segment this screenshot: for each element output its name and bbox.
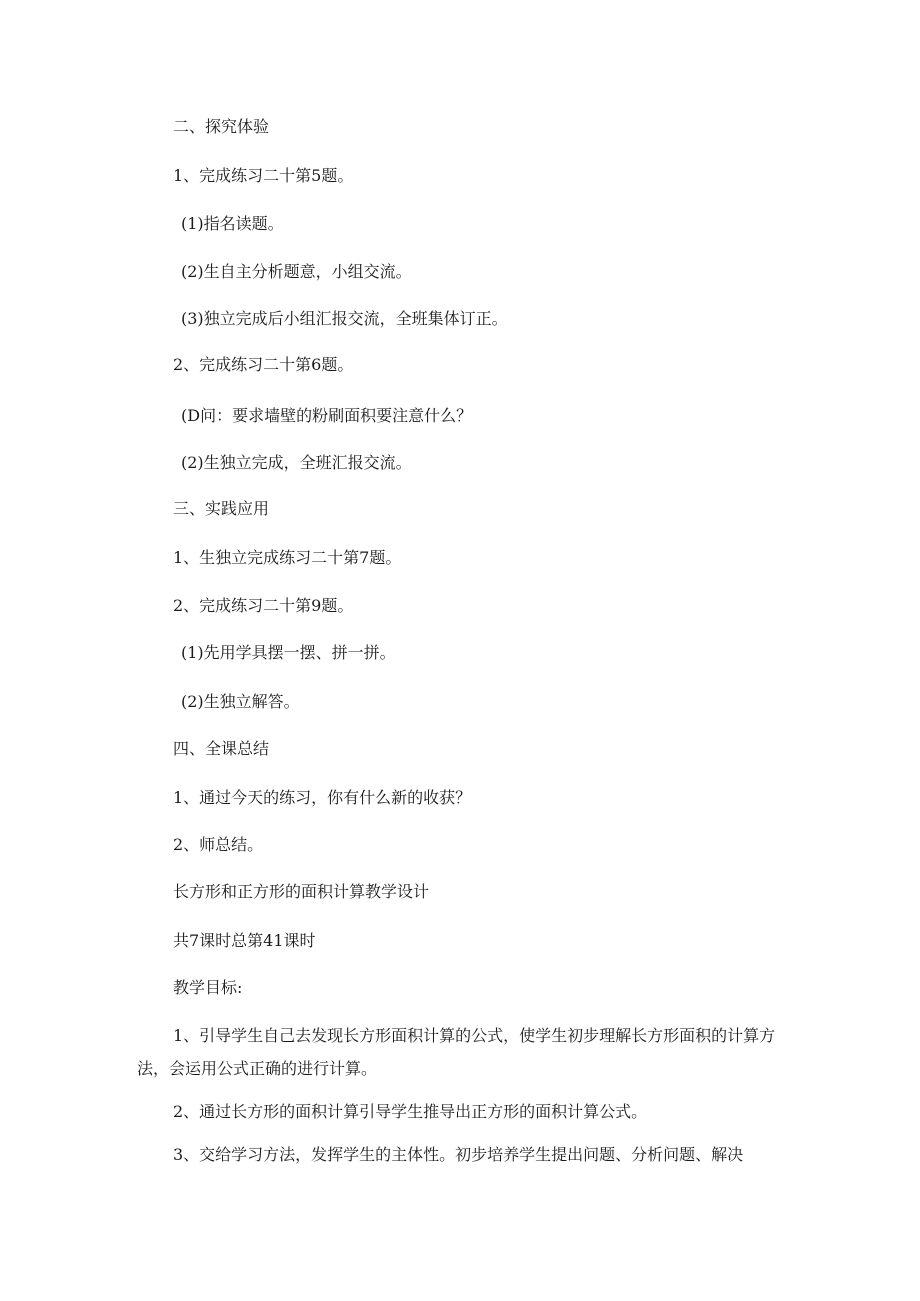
subitem-manipulate: (1)先用学具摆一摆、拼一拼。 [181,643,396,662]
item-exercise-9: 2、完成练习二十第9题。 [173,596,354,615]
section-heading-explore: 二、探究体验 [173,117,270,136]
subitem-analyze: (2)生自主分析题意，小组交流。 [181,262,412,281]
objective-1: 1、引导学生自己去发现长方形面积计算的公式，使学生初步理解长方形面积的计算方法，会运用公式正确的进行计算。 [137,1026,776,1078]
lesson-count: 共7课时总第41课时 [173,931,316,950]
subitem-read-question: (1)指名读题。 [181,214,284,233]
section-heading-summary: 四、全课总结 [173,739,270,758]
objectives-heading: 教学目标: [173,978,243,997]
item-exercise-5: 1、完成练习二十第5题。 [173,166,354,185]
subitem-solve: (2)生独立解答。 [181,692,300,711]
objective-3: 3、交给学习方法，发挥学生的主体性。初步培养学生提出问题、分析问题、解决 [173,1145,744,1164]
section-heading-practice: 三、实践应用 [173,499,270,518]
subitem-question: (D问：要求墙壁的粉刷面积要注意什么？ [181,406,473,425]
subitem-report: (3)独立完成后小组汇报交流，全班集体订正。 [181,309,508,328]
item-exercise-7: 1、生独立完成练习二十第7题。 [173,548,402,567]
item-teacher-summary: 2、师总结。 [173,835,264,854]
subitem-complete: (2)生独立完成，全班汇报交流。 [181,453,412,472]
item-exercise-6: 2、完成练习二十第6题。 [173,355,354,374]
lesson-title: 长方形和正方形的面积计算教学设计 [173,882,430,901]
item-gains: 1、通过今天的练习，你有什么新的收获？ [173,788,472,807]
objective-2: 2、通过长方形的面积计算引导学生推导出正方形的面积计算公式。 [173,1102,648,1121]
